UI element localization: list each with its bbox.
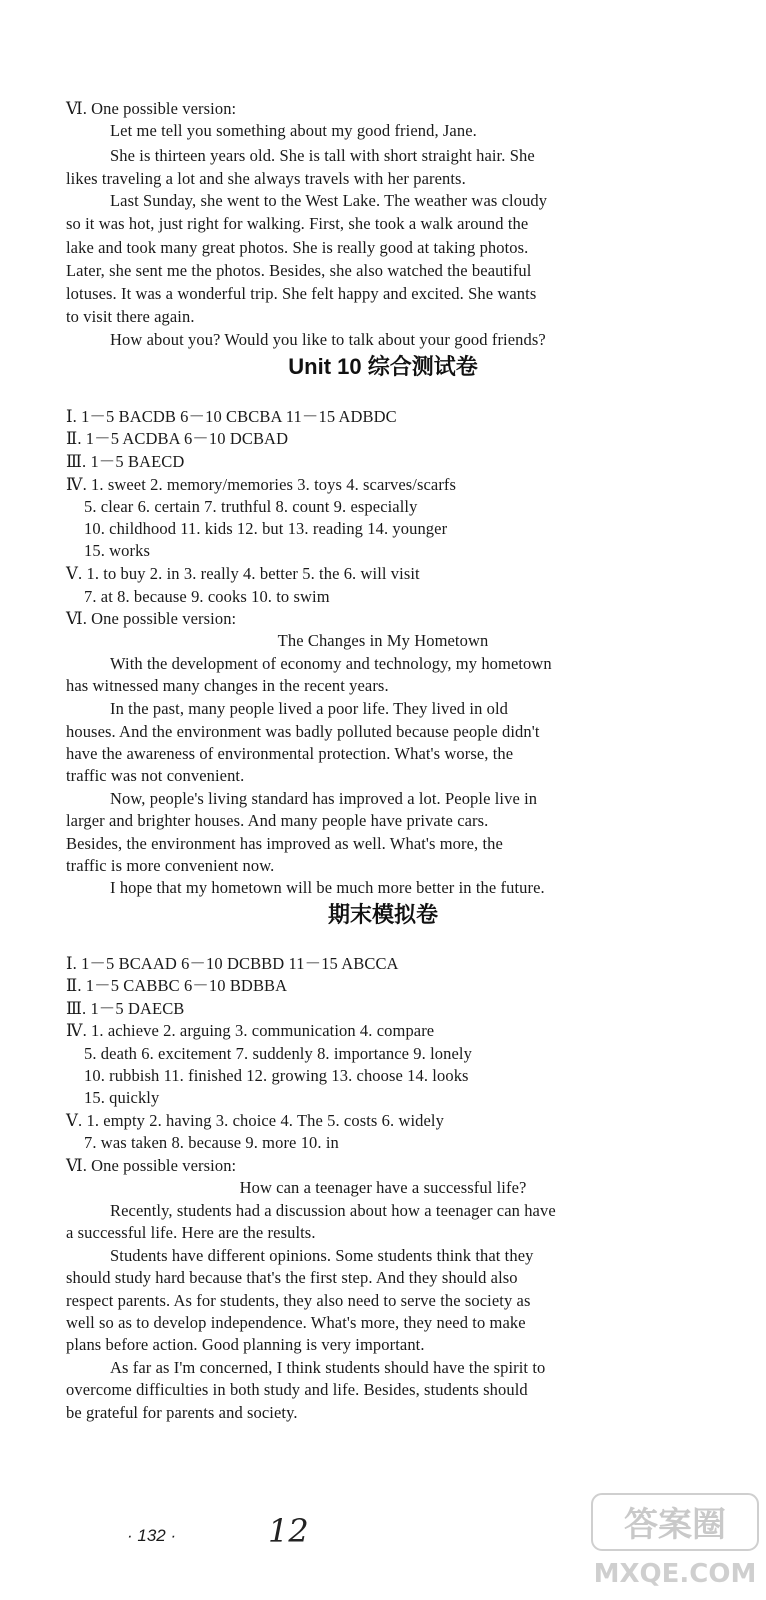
answer-line: Ⅱ. 1－5 CABBC 6－10 BDBBA (66, 976, 288, 995)
essay-line: likes traveling a lot and she always travels with her parents. (66, 169, 466, 188)
essay-line: lake and took many great photos. She is really good at taking photos. (66, 238, 529, 257)
page-number: · 132 · (127, 1526, 177, 1545)
answer-line: Ⅴ. 1. to buy 2. in 3. really 4. better 5. the 6. will visit (66, 564, 420, 583)
essay-line: Students have different opinions. Some students think that they (110, 1246, 534, 1265)
essay-line: Now, people's living standard has improved a lot. People live in (110, 789, 538, 808)
essay-line: has witnessed many changes in the recent years. (66, 676, 389, 695)
essay-line: respect parents. As for students, they also need to serve the society as (66, 1291, 531, 1310)
essay-line: As far as I'm concerned, I think students should have the spirit to (110, 1358, 546, 1377)
essay-line: overcome difficulties in both study and life. Besides, students should (66, 1380, 528, 1399)
essay-line: to visit there again. (66, 307, 195, 326)
answer-line: Ⅳ. 1. achieve 2. arguing 3. communication 4. compare (66, 1021, 435, 1040)
answer-line: Ⅵ. One possible version: (66, 609, 237, 628)
answer-line: 10. rubbish 11. finished 12. growing 13. choose 14. looks (84, 1066, 469, 1085)
watermark-url: MXQE.COM (593, 1559, 757, 1589)
essay-line: Besides, the environment has improved as well. What's more, the (66, 834, 503, 853)
answer-line: 7. at 8. because 9. cooks 10. to swim (84, 587, 330, 606)
essay-line: well so as to develop independence. What's more, they need to make (66, 1313, 526, 1332)
answer-line: Ⅱ. 1－5 ACDBA 6－10 DCBAD (66, 429, 289, 448)
essay-line: lotuses. It was a wonderful trip. She felt happy and excited. She wants (66, 284, 537, 303)
final-exam-title: 期末模拟卷 (327, 902, 438, 927)
answer-line: Ⅰ. 1－5 BACDB 6－10 CBCBA 11－15 ADBDC (66, 407, 397, 426)
essay-line: traffic is more convenient now. (66, 856, 275, 875)
answer-line: Ⅵ. One possible version: (66, 1156, 237, 1175)
essay-line: plans before action. Good planning is very important. (66, 1335, 425, 1354)
essay-line: traffic was not convenient. (66, 766, 245, 785)
answer-line: 10. childhood 11. kids 12. but 13. reading 14. younger (84, 519, 448, 538)
answer-line: 5. clear 6. certain 7. truthful 8. count 9. especially (84, 497, 418, 516)
essay-line: Last Sunday, she went to the West Lake. The weather was cloudy (110, 191, 548, 210)
unit10-title: Unit 10 综合测试卷 (288, 354, 478, 379)
essay-line: so it was hot, just right for walking. First, she took a walk around the (66, 214, 529, 233)
essay-line: Later, she sent me the photos. Besides, she also watched the beautiful (66, 261, 532, 280)
handwritten-note: 12 (268, 1512, 309, 1550)
essay-line: Recently, students had a discussion about how a teenager can have (110, 1201, 556, 1220)
answer-line: Ⅲ. 1－5 DAECB (66, 999, 185, 1018)
answer-line: 5. death 6. excitement 7. suddenly 8. importance 9. lonely (84, 1044, 472, 1063)
answer-line: 15. quickly (84, 1088, 160, 1107)
answer-line: Ⅲ. 1－5 BAECD (66, 452, 185, 471)
section-heading: Ⅵ. One possible version: (66, 99, 237, 118)
essay-line: have the awareness of environmental protection. What's worse, the (66, 744, 514, 763)
essay-line: should study hard because that's the first step. And they should also (66, 1268, 518, 1287)
essay-line: be grateful for parents and society. (66, 1403, 298, 1422)
essay-line: Let me tell you something about my good friend, Jane. (110, 121, 477, 140)
essay-title: How can a teenager have a successful life? (239, 1178, 527, 1197)
essay-title: The Changes in My Hometown (277, 631, 489, 650)
essay-line: With the development of economy and technology, my hometown (110, 654, 552, 673)
answer-line: Ⅳ. 1. sweet 2. memory/memories 3. toys 4. scarves/scarfs (66, 475, 457, 494)
essay-line: In the past, many people lived a poor life. They lived in old (110, 699, 509, 718)
watermark-text: 答案圈 (624, 1505, 726, 1545)
answer-line: Ⅴ. 1. empty 2. having 3. choice 4. The 5. costs 6. widely (66, 1111, 444, 1130)
answer-line: 7. was taken 8. because 9. more 10. in (84, 1133, 339, 1152)
answer-line: 15. works (84, 541, 150, 560)
watermark-logo (590, 1490, 760, 1595)
essay-line: How about you? Would you like to talk about your good friends? (110, 330, 546, 349)
essay-line: houses. And the environment was badly polluted because people didn't (66, 722, 540, 741)
essay-line: She is thirteen years old. She is tall with short straight hair. She (110, 146, 535, 165)
essay-line: a successful life. Here are the results. (66, 1223, 316, 1242)
essay-line: I hope that my hometown will be much more better in the future. (110, 878, 545, 897)
answer-line: Ⅰ. 1－5 BCAAD 6－10 DCBBD 11－15 ABCCA (66, 954, 399, 973)
essay-line: larger and brighter houses. And many people have private cars. (66, 811, 489, 830)
